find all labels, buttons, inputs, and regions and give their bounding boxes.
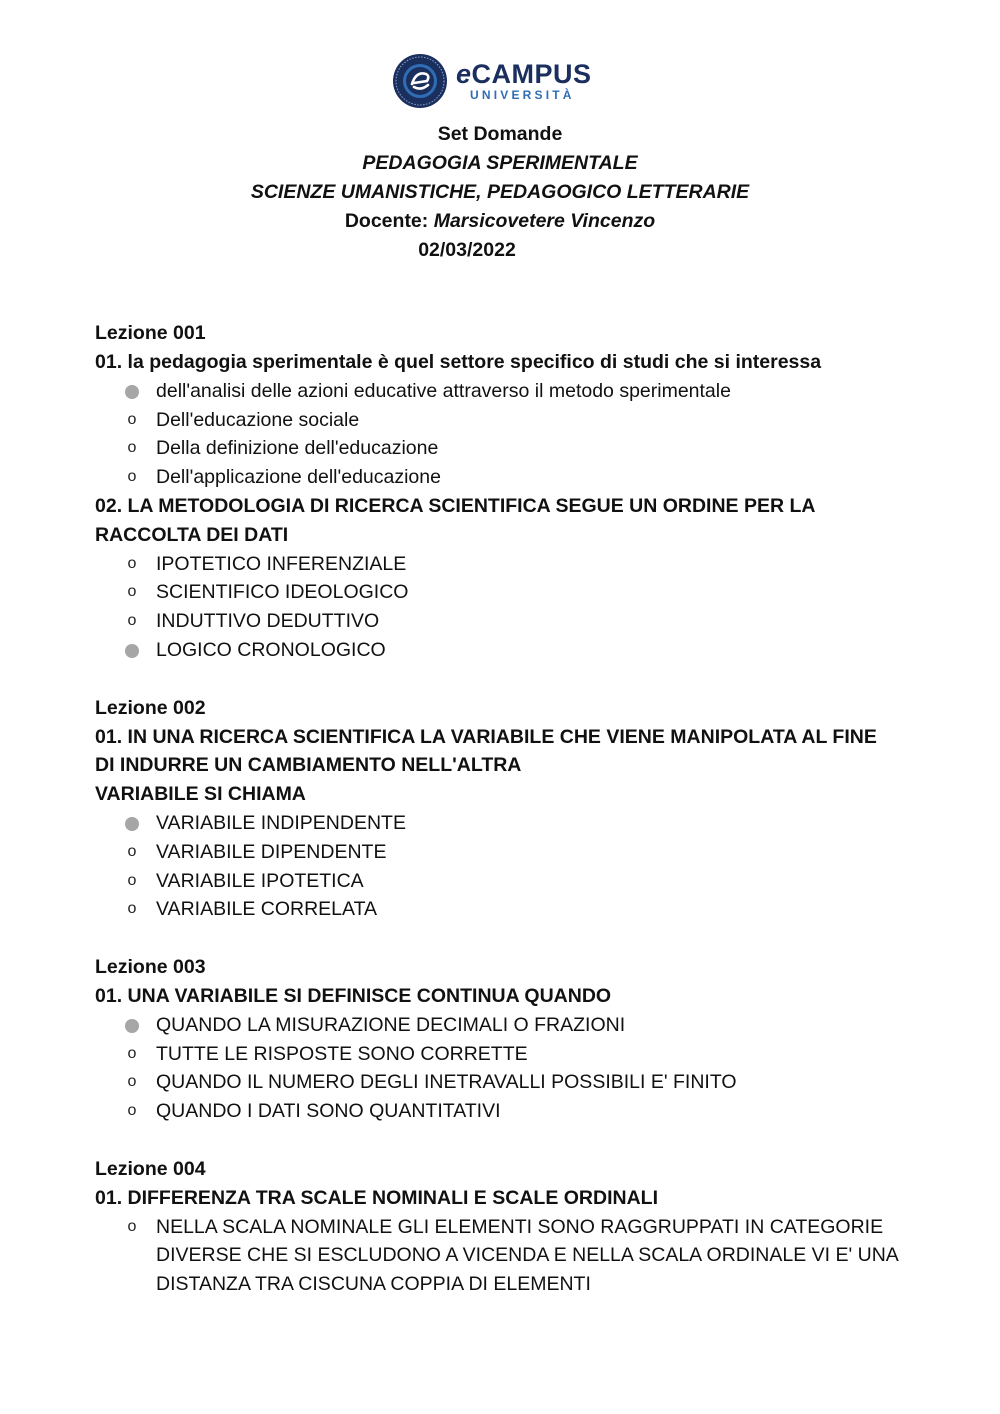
- answer-text: IPOTETICO INFERENZIALE: [156, 552, 407, 575]
- answer-options: [95, 809, 915, 924]
- answer-options: [95, 377, 915, 492]
- questions-content: [95, 319, 915, 1328]
- answer-text: VARIABILE CORRELATA: [156, 898, 378, 921]
- answer-option: [95, 434, 915, 463]
- ecampus-logo: [392, 52, 592, 110]
- question-text: 01. la pedagogia sperimentale è quel settore specifico di studi che si interessa: [95, 351, 822, 373]
- question-block: [95, 492, 915, 665]
- lesson-section: [95, 953, 915, 1126]
- answer-text: dell'analisi delle azioni educative attraverso il metodo sperimentale: [156, 379, 731, 402]
- lesson-title: Lezione 004: [95, 1157, 206, 1180]
- answer-option: [95, 550, 915, 579]
- hollow-bullet-icon: [125, 406, 139, 435]
- answer-option: [95, 895, 915, 924]
- question-text: 02. LA METODOLOGIA DI RICERCA SCIENTIFICA SEGUE UN ORDINE PER LA: [95, 494, 816, 517]
- question-block: [95, 723, 915, 925]
- answer-option: [95, 406, 915, 435]
- answer-text: DIVERSE CHE SI ESCLUDONO A VICENDA E NELLA SCALA ORDINALE VI E' UNA: [156, 1244, 899, 1267]
- header-title: Set Domande: [437, 123, 563, 145]
- answer-options: [95, 1011, 915, 1126]
- answer-option: [95, 1068, 915, 1097]
- answer-option: [95, 1097, 915, 1126]
- question-text: 01. DIFFERENZA TRA SCALE NOMINALI E SCALE ORDINALI: [95, 1186, 658, 1209]
- answer-option: [95, 463, 915, 492]
- answer-text: Dell'applicazione dell'educazione: [156, 466, 441, 489]
- logo-brand: [456, 60, 592, 88]
- lesson-section: [95, 694, 915, 925]
- answer-text: SCIENTIFICO IDEOLOGICO: [156, 581, 409, 604]
- answer-option: [95, 1213, 915, 1299]
- hollow-bullet-icon: [125, 578, 139, 607]
- hollow-bullet-icon: [125, 434, 139, 463]
- answer-option: [95, 867, 915, 896]
- question-text: RACCOLTA DEI DATI: [95, 523, 289, 546]
- question-block: [95, 348, 915, 492]
- question-block: [95, 1184, 915, 1299]
- answer-option: [95, 578, 915, 607]
- answer-text: QUANDO LA MISURAZIONE DECIMALI O FRAZIONI: [156, 1013, 626, 1036]
- document-date: 02/03/2022: [418, 239, 516, 261]
- question-block: [95, 982, 915, 1126]
- answer-text: INDUTTIVO DEDUTTIVO: [156, 610, 380, 633]
- lesson-section: [95, 1155, 915, 1299]
- answer-option-selected: [95, 636, 915, 665]
- teacher-line: [0, 207, 1000, 236]
- hollow-bullet-icon: [125, 895, 139, 924]
- document-header: [0, 120, 1000, 265]
- answer-option: [95, 1040, 915, 1069]
- lesson-title: Lezione 003: [95, 955, 206, 978]
- hollow-bullet-icon: [125, 550, 139, 579]
- answer-text: VARIABILE DIPENDENTE: [156, 840, 387, 863]
- lesson-title: Lezione 001: [95, 322, 206, 344]
- course-name: PEDAGOGIA SPERIMENTALE: [362, 152, 638, 174]
- answer-option: [95, 607, 915, 636]
- question-text: 01. UNA VARIABILE SI DEFINISCE CONTINUA QUANDO: [95, 984, 612, 1007]
- answer-text: NELLA SCALA NOMINALE GLI ELEMENTI SONO RAGGRUPPATI IN CATEGORIE: [156, 1215, 884, 1238]
- teacher-name: Marsicovetere Vincenzo: [433, 210, 656, 232]
- question-text: 01. IN UNA RICERCA SCIENTIFICA LA VARIABILE CHE VIENE MANIPOLATA AL FINE: [95, 725, 877, 748]
- answer-option-selected: [95, 1011, 915, 1040]
- lesson-title: Lezione 002: [95, 696, 206, 719]
- answer-text: Della definizione dell'educazione: [156, 437, 439, 460]
- answer-option: [95, 838, 915, 867]
- hollow-bullet-icon: [125, 607, 139, 636]
- logo-subtitle: UNIVERSITÀ: [470, 88, 575, 102]
- logo-brand-prefix: e: [456, 59, 472, 89]
- hollow-bullet-icon: [125, 1068, 139, 1097]
- hollow-bullet-icon: [125, 1213, 139, 1242]
- answer-options: [95, 1213, 915, 1299]
- answer-text: VARIABILE INDIPENDENTE: [156, 811, 406, 834]
- ecampus-seal-icon: [392, 53, 448, 109]
- hollow-bullet-icon: [125, 838, 139, 867]
- answer-text: QUANDO IL NUMERO DEGLI INETRAVALLI POSSIBILI E' FINITO: [156, 1071, 737, 1094]
- question-text: DI INDURRE UN CAMBIAMENTO NELL'ALTRA: [95, 754, 522, 777]
- hollow-bullet-icon: [125, 1040, 139, 1069]
- hollow-bullet-icon: [125, 1097, 139, 1126]
- teacher-label: Docente:: [344, 210, 429, 232]
- hollow-bullet-icon: [125, 867, 139, 896]
- answer-text: TUTTE LE RISPOSTE SONO CORRETTE: [156, 1042, 528, 1065]
- answer-option-selected: [95, 377, 915, 406]
- answer-text: LOGICO CRONOLOGICO: [156, 638, 386, 661]
- answer-text: QUANDO I DATI SONO QUANTITATIVI: [156, 1100, 501, 1123]
- answer-options: [95, 550, 915, 665]
- faculty-name: SCIENZE UMANISTICHE, PEDAGOGICO LETTERARIE: [250, 181, 750, 203]
- lesson-section: [95, 319, 915, 665]
- answer-text: DISTANZA TRA CISCUNA COPPIA DI ELEMENTI: [156, 1273, 591, 1296]
- hollow-bullet-icon: [125, 463, 139, 492]
- answer-text: VARIABILE IPOTETICA: [156, 869, 364, 892]
- logo-brand-main: CAMPUS: [471, 59, 592, 89]
- answer-option-selected: [95, 809, 915, 838]
- answer-text: Dell'educazione sociale: [156, 408, 360, 431]
- logo-wordmark: [456, 60, 592, 102]
- question-text: VARIABILE SI CHIAMA: [95, 783, 306, 806]
